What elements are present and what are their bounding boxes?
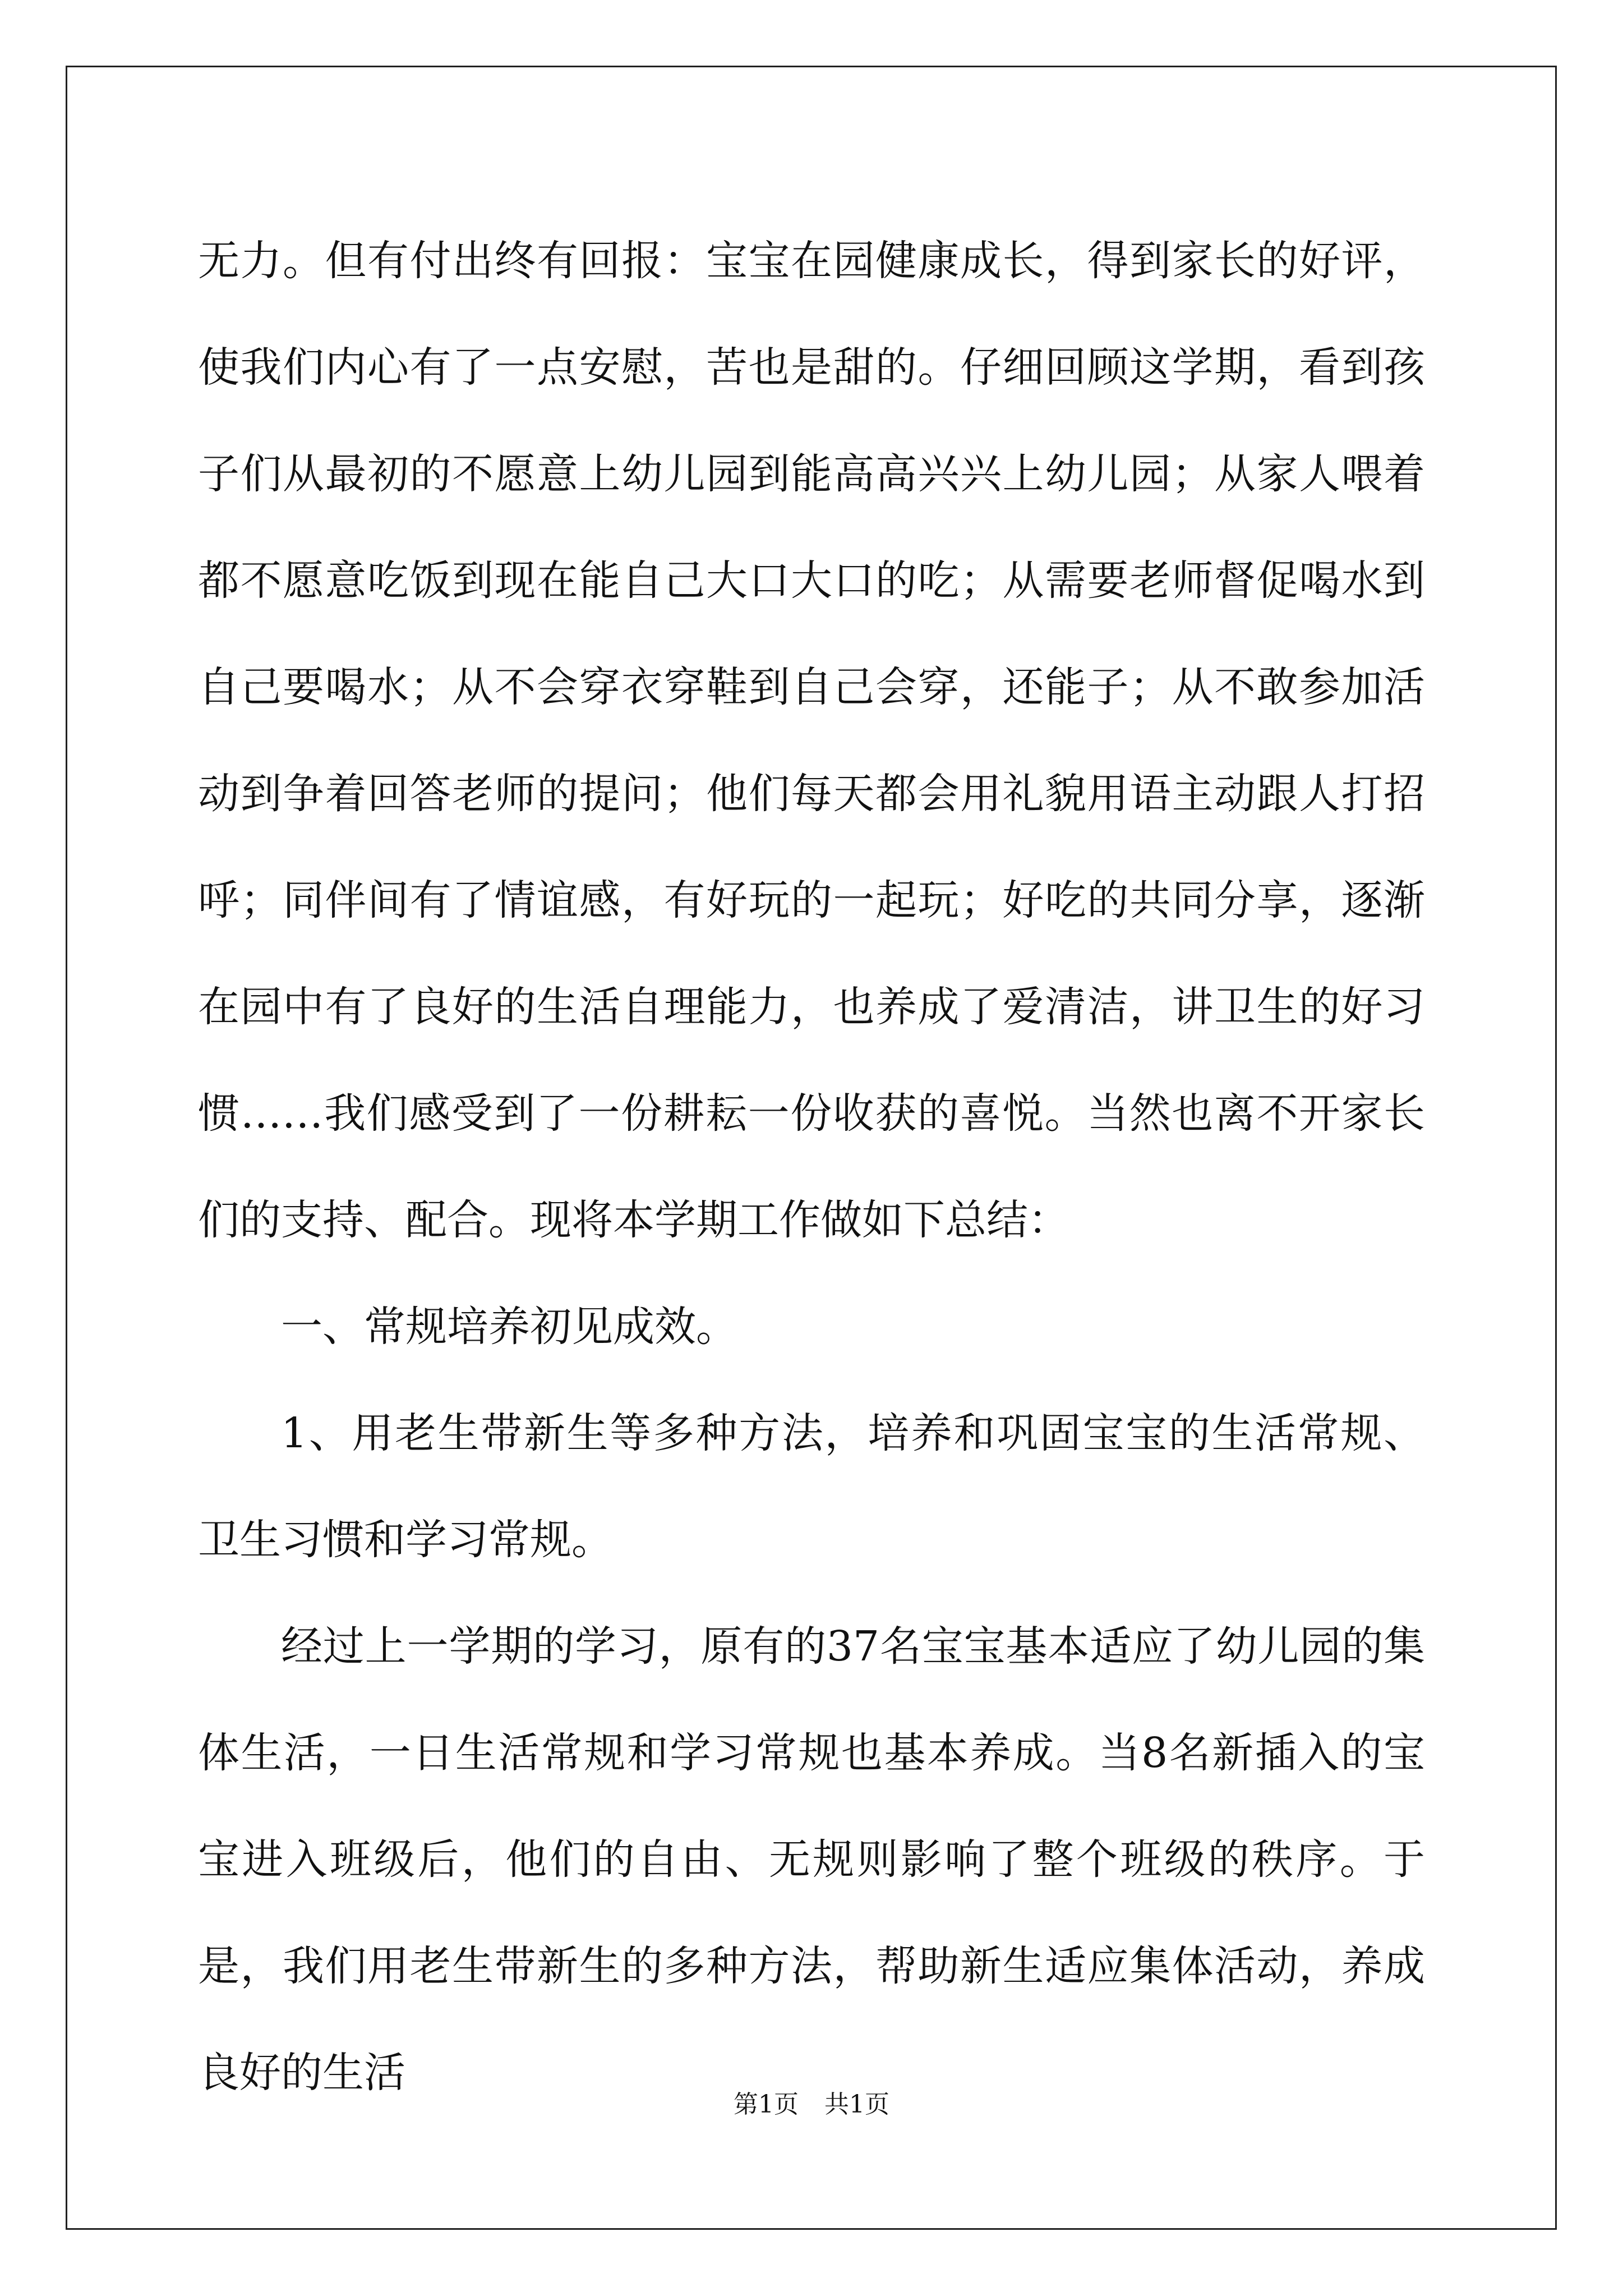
- paragraph: 经过上一学期的学习，原有的37名宝宝基本适应了幼儿园的集体生活，一日生活常规和学习常规也基本养成。当8名新插入的宝宝进入班级后，他们的自由、无规则影响了整个班级的秩序。于是，我们用老生带新生的多种方法，帮助新生适应集体活动，养成良好的生活: [198, 1622, 1425, 2097]
- paragraph-continuation: 无力。但有付出终有回报：宝宝在园健康成长，得到家长的好评，使我们内心有了一点安慰，苦也是甜的。仔细回顾这学期，看到孩子们从最初的不愿意上幼儿园到能高高兴兴上幼儿园；从家人喂着都不愿意吃饭到现在能自己大口大口的吃；从需要老师督促喝水到自己要喝水；从不会穿衣穿鞋到自己会穿，还能子；从不敢参加活动到争着回答老师的提问；他们每天都会用礼貌用语主动跟人打招呼；同伴间有了情谊感，有好玩的一起玩；好吃的共同分享，逐渐在园中有了良好的生活自理能力，也养成了爱清洁，讲卫生的好习惯……我们感受到了一份耕耘一份收获的喜悦。当然也离不开家长们的支持、配合。现将本学期工作做如下总结：: [198, 237, 1425, 1244]
- section-heading: 一、常规培养初见成效。: [281, 1303, 737, 1351]
- page-footer: [0, 2088, 1623, 2122]
- page-total: 共1页: [824, 2090, 889, 2119]
- page-number: 第1页: [734, 2090, 799, 2119]
- subsection-heading: 1、用老生带新生等多种方法，培养和巩固宝宝的生活常规、卫生习惯和学习常规。: [198, 1409, 1425, 1564]
- document-body: [198, 208, 1425, 2126]
